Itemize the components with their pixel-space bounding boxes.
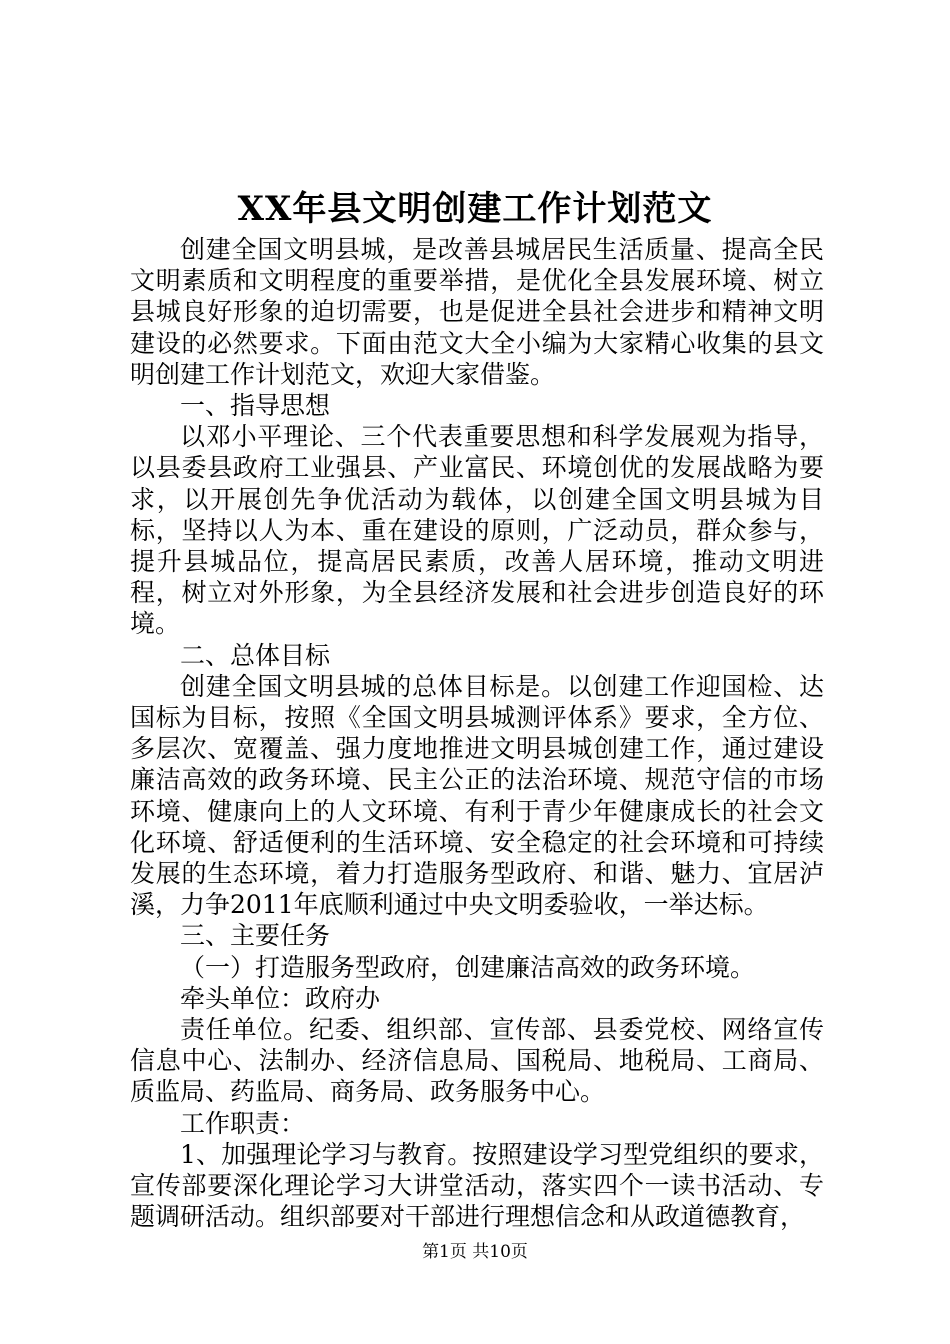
heading-overall-goal: 二、总体目标 bbox=[180, 640, 331, 670]
duty-item-1: 1、加强理论学习与教育。按照建设学习型党组织的要求，宣传部要深化理论学习大讲堂活动，落实四个一读书活动、专题调研活动。组织部要对干部进行理想信念和从政道德教育， bbox=[130, 1139, 824, 1232]
page-footer: 第1页 共10页 bbox=[422, 1242, 528, 1262]
work-duties-label: 工作职责： bbox=[180, 1108, 306, 1138]
heading-guiding-ideology: 一、指导思想 bbox=[180, 391, 331, 421]
paragraph-intro: 创建全国文明县城，是改善县城居民生活质量、提高全民文明素质和文明程度的重要举措，是优化全县发展环境、树立县城良好形象的迫切需要，也是促进全县社会进步和精神文明建设的必然要求。下面由范文大全小编为大家精心收集的县文明创建工作计划范文，欢迎大家借鉴。 bbox=[130, 235, 824, 389]
document-body bbox=[130, 234, 824, 1233]
document-title: XX年县文明创建工作计划范文 bbox=[237, 189, 713, 229]
subheading-task-1: （一）打造服务型政府，创建廉洁高效的政务环境。 bbox=[180, 952, 756, 982]
paragraph-guiding-ideology: 以邓小平理论、三个代表重要思想和科学发展观为指导，以县委县政府工业强县、产业富民、环境创优的发展战略为要求，以开展创先争优活动为载体，以创建全国文明县城为目标，坚持以人为本、重在建设的原则，广泛动员，群众参与，提升县城品位，提高居民素质，改善人居环境，推动文明进程，树立对外形象，为全县经济发展和社会进步创造良好的环境。 bbox=[130, 422, 824, 639]
lead-unit: 牵头单位：政府办 bbox=[180, 983, 381, 1013]
responsible-units: 责任单位。纪委、组织部、宣传部、县委党校、网络宣传信息中心、法制办、经济信息局、国税局、地税局、工商局、质监局、药监局、商务局、政务服务中心。 bbox=[130, 1015, 824, 1107]
paragraph-overall-goal: 创建全国文明县城的总体目标是。以创建工作迎国检、达国标为目标，按照《全国文明县城测评体系》要求，全方位、多层次、宽覆盖、强力度地推进文明县城创建工作，通过建设廉洁高效的政务环境、民主公正的法治环境、规范守信的市场环境、健康向上的人文环境、有利于青少年健康成长的社会文化环境、舒适便利的生活环境、安全稳定的社会环境和可持续发展的生态环境，着力打造服务型政府、和谐、魅力、宜居泸溪，力争2011年底顺利通过中央文明委验收，一举达标。 bbox=[130, 671, 824, 920]
heading-main-tasks: 三、主要任务 bbox=[180, 921, 331, 951]
